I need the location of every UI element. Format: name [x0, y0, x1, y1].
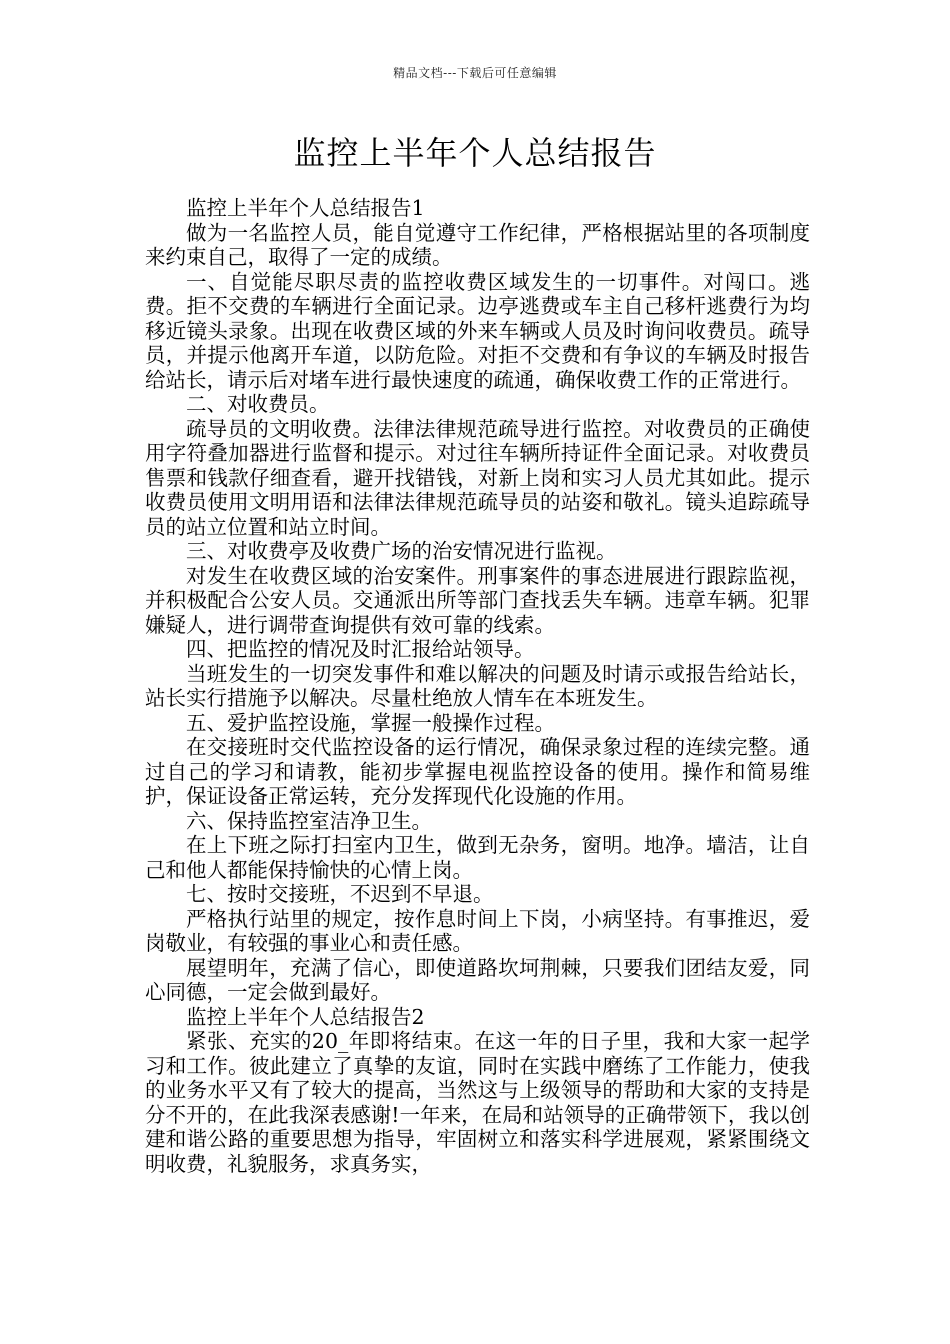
body-paragraph: 二、对收费员。 — [186, 392, 330, 416]
body-paragraph: 疏导员的文明收费。法律法律规范疏导进行监控。对收费员的正确使用字符叠加器进行监督和提示。对过往车辆所持证件全面记录。对收费员售票和钱款仔细查看，避开找错钱，对新上岗和实习人员尤其如此。提示收费员使用文明用语和法律法律规范疏导员的站姿和敬礼。镜头追踪疏导员的站立位置和站立时间。 — [145, 416, 810, 539]
header-note: 精品文档---下载后可任意编辑 — [393, 66, 557, 80]
body-paragraph: 严格执行站里的规定，按作息时间上下岗，小病坚持。有事推迟，爱岗敬业，有较强的事业心和责任感。 — [145, 906, 810, 955]
document-body — [145, 196, 810, 1176]
body-paragraph: 四、把监控的情况及时汇报给站领导。 — [186, 637, 535, 661]
body-paragraph: 六、保持监控室洁净卫生。 — [186, 808, 432, 833]
body-paragraph: 七、按时交接班，不迟到不早退。 — [186, 882, 494, 906]
body-paragraph: 五、爱护监控设施，掌握一般操作过程。 — [186, 710, 555, 735]
body-paragraph: 当班发生的一切突发事件和难以解决的问题及时请示或报告给站长，站长实行措施予以解决。尽量杜绝放人情车在本班发生。 — [145, 661, 810, 710]
body-paragraph: 紧张、充实的20_年即将结束。在这一年的日子里，我和大家一起学习和工作。彼此建立了真挚的友谊，同时在实践中磨练了工作能力，使我的业务水平又有了较大的提高，当然这与上级领导的帮助和大家的支持是分不开的，在此我深表感谢!一年来，在局和站领导的正确带领下，我以创建和谐公路的重要思想为指导，牢固树立和落实科学进展观，紧紧围绕文明收费，礼貌服务，求真务实， — [145, 1029, 810, 1176]
body-paragraph: 对发生在收费区域的治安案件。刑事案件的事态进展进行跟踪监视，并积极配合公安人员。交通派出所等部门查找丢失车辆。违章车辆。犯罪嫌疑人，进行调带查询提供有效可靠的线索。 — [145, 563, 810, 637]
body-paragraph: 三、对收费亭及收费广场的治安情况进行监视。 — [186, 539, 617, 563]
body-paragraph: 一、自觉能尽职尽责的监控收费区域发生的一切事件。对闯口。逃费。拒不交费的车辆进行全面记录。边亭逃费或车主自己移杆逃费行为均移近镜头录象。出现在收费区域的外来车辆或人员及时询问收费员。疏导员，并提示他离开车道，以防危险。对拒不交费和有争议的车辆及时报告给站长，请示后对堵车进行最快速度的疏通，确保收费工作的正常进行。 — [145, 269, 810, 392]
body-paragraph: 监控上半年个人总结报告2 — [186, 1004, 425, 1029]
body-paragraph: 在上下班之际打扫室内卫生，做到无杂务，窗明。地净。墙洁，让自己和他人都能保持愉快的心情上岗。 — [145, 833, 810, 882]
body-paragraph: 监控上半年个人总结报告1 — [186, 196, 425, 220]
body-paragraph: 做为一名监控人员，能自觉遵守工作纪律，严格根据站里的各项制度来约束自己，取得了一定的成绩。 — [145, 220, 810, 269]
body-paragraph: 展望明年，充满了信心，即使道路坎坷荆棘，只要我们团结友爱，同心同德，一定会做到最好。 — [145, 955, 810, 1004]
body-paragraph: 在交接班时交代监控设备的运行情况，确保录象过程的连续完整。通过自己的学习和请教，能初步掌握电视监控设备的使用。操作和简易维护，保证设备正常运转，充分发挥现代化设施的作用。 — [145, 735, 810, 808]
document-title: 监控上半年个人总结报告 — [293, 134, 657, 172]
